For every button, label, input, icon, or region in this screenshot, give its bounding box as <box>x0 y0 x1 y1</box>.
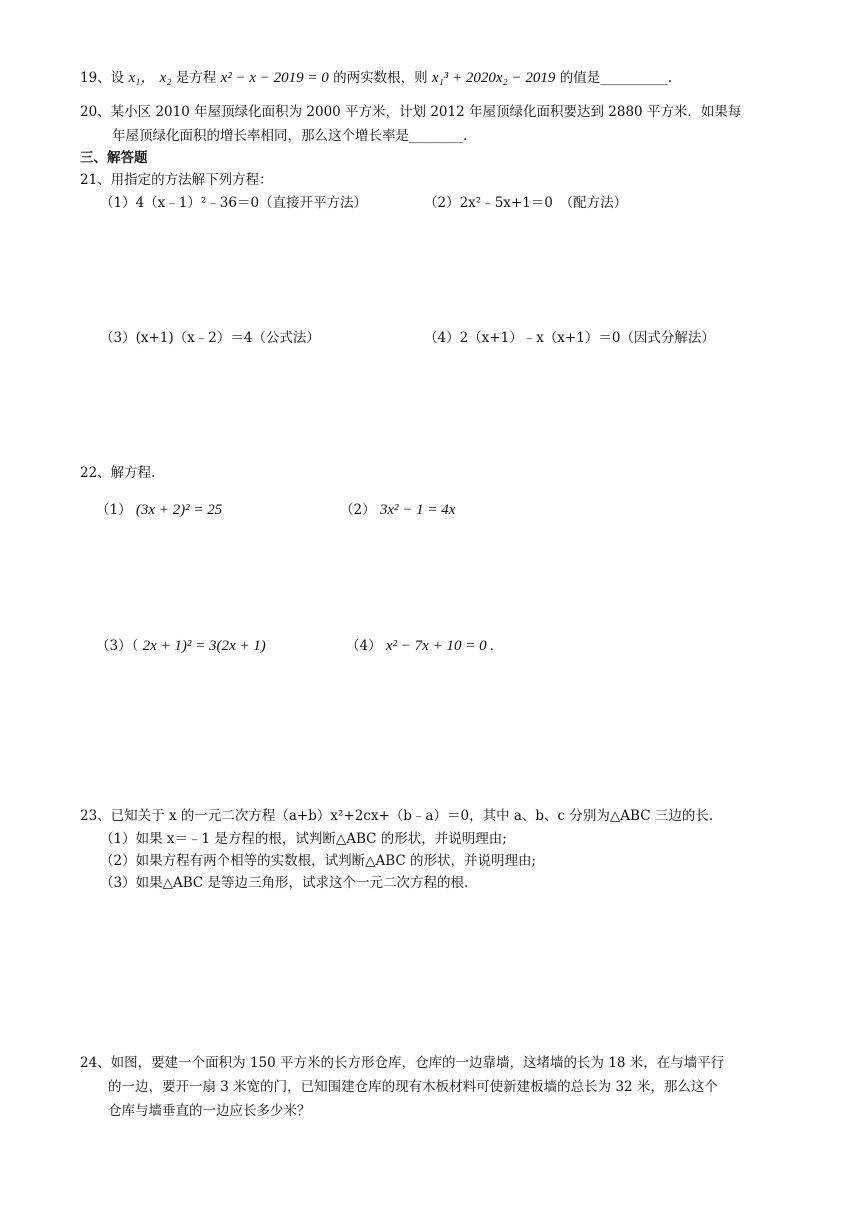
q19-x2: x₂ <box>159 70 172 86</box>
q21-part-4: （4）2（x+1）﹣x（x+1）＝0（因式分解法） <box>424 330 715 346</box>
q21-part-3: （3）(x+1)（x﹣2）＝4（公式法） <box>100 330 320 346</box>
q19-equation: x² − x − 2019 = 0 <box>220 70 329 86</box>
q22-part-2-equation: 3x² − 1 = 4x <box>379 502 456 518</box>
question-19 <box>80 68 672 88</box>
q23-sub-2: （2）如果方程有两个相等的实数根，试判断△ABC 的形状，并说明理由; <box>100 853 537 869</box>
q22-part-3-label: （3）（ <box>96 638 139 654</box>
question-24-line1: 24、如图，要建一个面积为 150 平方米的长方形仓库，仓库的一边靠墙，这堵墙的长为 18 米，在与墙平行 <box>80 1055 725 1071</box>
q19-mid: 是方程 <box>175 70 217 86</box>
q22-part-3 <box>96 636 266 656</box>
q22-part-1-equation: (3x + 2)² = 25 <box>135 502 223 518</box>
q21-part-2: （2）2x²﹣5x+1＝0 （配方法） <box>424 195 628 211</box>
question-23-line1: 23、已知关于 x 的一元二次方程（a+b）x²+2cx+（b﹣a）＝0，其中 a、b、c 分别为△ABC 三边的长. <box>80 808 714 824</box>
q22-part-1 <box>96 500 222 520</box>
q22-part-2-label: （2） <box>340 502 376 518</box>
q22-part-2 <box>340 500 455 520</box>
question-20-line1: 20、某小区 2010 年屋顶绿化面积为 2000 平方米，计划 2012 年屋顶绿化面积要达到 2880 平方米．如果每 <box>80 104 742 120</box>
q22-part-4-label: （4） <box>346 638 382 654</box>
q19-expression: x₁³ + 2020x₂ − 2019 <box>431 70 556 86</box>
question-24-line3: 仓库与墙垂直的一边应长多少米？ <box>108 1103 311 1119</box>
section-heading: 三、解答题 <box>80 150 148 166</box>
q21-part-1: （1）4（x﹣1）²﹣36＝0（直接开平方法） <box>100 195 368 211</box>
question-24-line2: 的一边，要开一扇 3 米宽的门，已知围建仓库的现有木板材料可使新建板墙的总长为 32 米，那么这个 <box>108 1079 718 1095</box>
q23-sub-3: （3）如果△ABC 是等边三角形，试求这个一元二次方程的根. <box>100 875 469 891</box>
q19-mid2: 的两实数根，则 <box>333 70 428 86</box>
q19-prefix: 19、设 <box>80 70 125 86</box>
q23-sub-1: （1）如果 x＝﹣1 是方程的根，试判断△ABC 的形状，并说明理由; <box>100 831 507 847</box>
question-20-line2: 年屋顶绿化面积的增长率相同，那么这个增长率是________. <box>112 128 468 144</box>
q22-part-4-equation: x² − 7x + 10 = 0 . <box>385 638 495 654</box>
question-21-title: 21、用指定的方法解下列方程： <box>80 172 273 188</box>
q22-part-4 <box>346 636 494 656</box>
q22-part-1-label: （1） <box>96 502 132 518</box>
q19-x1: x₁， <box>128 70 156 86</box>
q22-part-3-equation: 2x + 1)² = 3(2x + 1) <box>142 638 266 654</box>
q19-tail: 的值是__________. <box>559 70 672 86</box>
question-22-title: 22、解方程. <box>80 465 156 481</box>
